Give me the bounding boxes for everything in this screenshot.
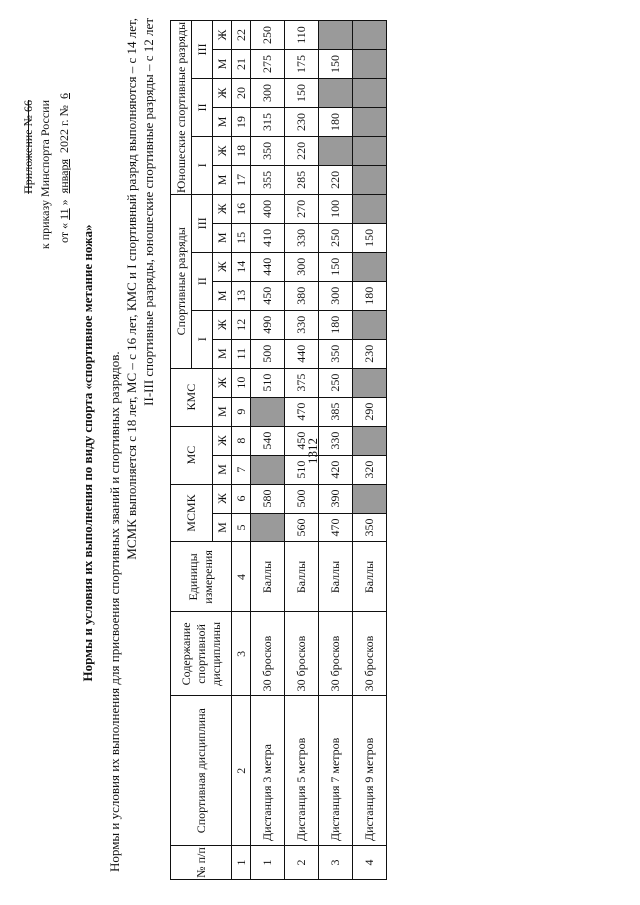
- column-number-row: 1 2 3 4 5 6 7 8 9 10 11 12 13 14 15 16 17 18 19 20 21 22: [232, 21, 251, 880]
- row-value: [353, 484, 387, 513]
- row-value: 150: [319, 252, 353, 281]
- row-value: 470: [319, 513, 353, 542]
- row-value: 150: [285, 78, 319, 107]
- row-value: [353, 252, 387, 281]
- document-title: Нормы и условия их выполнения по виду спорта «спортивное метание ножа»: [80, 224, 95, 682]
- description-line-2: МСМК выполняется с 18 лет, МС – с 16 лет, КМС и I спортивный разряд выполняются – с 14 лет,: [124, 18, 139, 560]
- row-units: Баллы: [251, 542, 285, 612]
- row-value: 220: [285, 136, 319, 165]
- row-value: 315: [251, 107, 285, 136]
- row-discipline: Дистанция 5 метров: [285, 696, 319, 846]
- row-value: 510: [251, 368, 285, 397]
- row-value: 300: [319, 281, 353, 310]
- row-value: 250: [319, 368, 353, 397]
- row-value: 270: [285, 194, 319, 223]
- row-value: 560: [285, 513, 319, 542]
- row-content: 30 бросков: [353, 612, 387, 696]
- row-value: 450: [251, 281, 285, 310]
- row-value: 380: [285, 281, 319, 310]
- header-youth-ranks: Юношеские спортивные разряды: [171, 21, 192, 195]
- header-sport-ranks: Спортивные разряды: [171, 194, 192, 368]
- row-value: 470: [285, 397, 319, 426]
- row-value: 440: [251, 252, 285, 281]
- table-row: [353, 21, 387, 880]
- row-value: 540: [251, 426, 285, 455]
- row-value: 150: [319, 50, 353, 79]
- row-value: 490: [251, 310, 285, 339]
- row-value: 230: [353, 339, 387, 368]
- row-value: 300: [251, 78, 285, 107]
- row-value: 440: [285, 339, 319, 368]
- row-value: 250: [251, 21, 285, 50]
- row-value: [353, 78, 387, 107]
- header-units: Единицы измерения: [171, 542, 232, 612]
- row-number: 2: [285, 846, 319, 880]
- row-value: 175: [285, 50, 319, 79]
- row-value: 375: [285, 368, 319, 397]
- row-number: 4: [353, 846, 387, 880]
- header-msmk: МСМК: [171, 484, 213, 542]
- row-value: 290: [353, 397, 387, 426]
- row-value: 420: [319, 455, 353, 484]
- row-value: 220: [319, 165, 353, 194]
- row-value: 180: [319, 107, 353, 136]
- row-content: 30 бросков: [319, 612, 353, 696]
- header-num: № п/п: [171, 846, 232, 880]
- row-value: 580: [251, 484, 285, 513]
- row-value: 330: [319, 426, 353, 455]
- row-value: 275: [251, 50, 285, 79]
- row-value: 100: [319, 194, 353, 223]
- row-value: 350: [319, 339, 353, 368]
- order-label: к приказу Минспорта России: [38, 100, 52, 250]
- row-value: [353, 50, 387, 79]
- appendix-label: Приложение № 66: [21, 100, 35, 194]
- row-value: 500: [251, 339, 285, 368]
- description-line-1: Нормы и условия их выполнения для присвоения спортивных званий и спортивных разрядов.: [107, 351, 122, 872]
- row-value: [353, 310, 387, 339]
- row-value: [353, 194, 387, 223]
- row-discipline: Дистанция 7 метров: [319, 696, 353, 846]
- row-value: 350: [251, 136, 285, 165]
- row-number: 1: [251, 846, 285, 880]
- row-content: 30 бросков: [251, 612, 285, 696]
- row-value: [251, 455, 285, 484]
- row-value: 350: [353, 513, 387, 542]
- row-value: [251, 397, 285, 426]
- row-number: 3: [319, 846, 353, 880]
- row-value: [251, 513, 285, 542]
- row-value: 510: [285, 455, 319, 484]
- row-value: 110: [285, 21, 319, 50]
- row-value: [319, 136, 353, 165]
- row-value: [319, 21, 353, 50]
- header-content: Содержание спортивной дисциплины: [171, 612, 232, 696]
- row-value: 410: [251, 223, 285, 252]
- page-number: 1312: [305, 438, 320, 464]
- row-value: [353, 136, 387, 165]
- row-units: Баллы: [319, 542, 353, 612]
- row-value: [353, 107, 387, 136]
- header-ms: МС: [171, 426, 213, 484]
- row-value: 500: [285, 484, 319, 513]
- row-value: 180: [319, 310, 353, 339]
- row-discipline: Дистанция 3 метра: [251, 696, 285, 846]
- row-value: [353, 21, 387, 50]
- header-discipline: Спортивная дисциплина: [171, 696, 232, 846]
- description-line-3: II-III спортивные разряды, юношеские спортивные разряды – с 12 лет: [141, 18, 156, 406]
- norms-table: № п/п Спортивная дисциплина Содержание спортивной дисциплины Единицы измерения МСМК МС КМС Спортивные разряды Юношеские спортивные разряды I II III I II III М Ж М Ж М Ж М Ж М Ж М Ж М Ж М Ж М Ж 1 2 3 4 5 6 7 8 9 10 11 12 13 14 15 16 17 18 19 20 21 22 1 Дистанция 3 метра 30 бросков Баллы 580 540 510 500 490 450 440 410 400 355 350 315 300 275 250 2 Дистанция 5 метров 30 бросков Баллы 560 500 510 450 470 375 440 330 380 300 330 270 285 220 230 150 175 110 3 Дистанция 7 метров 30 бросков Баллы 470 390 420 330 385 250 350 180 300 150 250 100 220 180 150 4 Дистанция 9 метров 30 бросков Баллы 350 320 290 230 180 150: [170, 20, 387, 880]
- order-date: от «11» января 2022 г. № 6: [57, 93, 71, 243]
- row-value: 180: [353, 281, 387, 310]
- table-row: [319, 21, 353, 880]
- row-value: 330: [285, 223, 319, 252]
- table-row: [285, 21, 319, 880]
- row-value: [353, 165, 387, 194]
- row-value: 330: [285, 310, 319, 339]
- row-value: 385: [319, 397, 353, 426]
- row-value: 285: [285, 165, 319, 194]
- row-value: [319, 78, 353, 107]
- row-value: [353, 426, 387, 455]
- row-value: 230: [285, 107, 319, 136]
- row-value: 450: [285, 426, 319, 455]
- row-value: [353, 368, 387, 397]
- row-units: Баллы: [353, 542, 387, 612]
- row-units: Баллы: [285, 542, 319, 612]
- description: [106, 8, 157, 898]
- row-value: 355: [251, 165, 285, 194]
- rotated-page: [20, 8, 630, 898]
- row-value: 320: [353, 455, 387, 484]
- header-kms: КМС: [171, 368, 213, 426]
- row-value: 390: [319, 484, 353, 513]
- row-value: 150: [353, 223, 387, 252]
- row-value: 400: [251, 194, 285, 223]
- row-value: 300: [285, 252, 319, 281]
- row-content: 30 бросков: [285, 612, 319, 696]
- row-value: 250: [319, 223, 353, 252]
- row-discipline: Дистанция 9 метров: [353, 696, 387, 846]
- table-row: [251, 21, 285, 880]
